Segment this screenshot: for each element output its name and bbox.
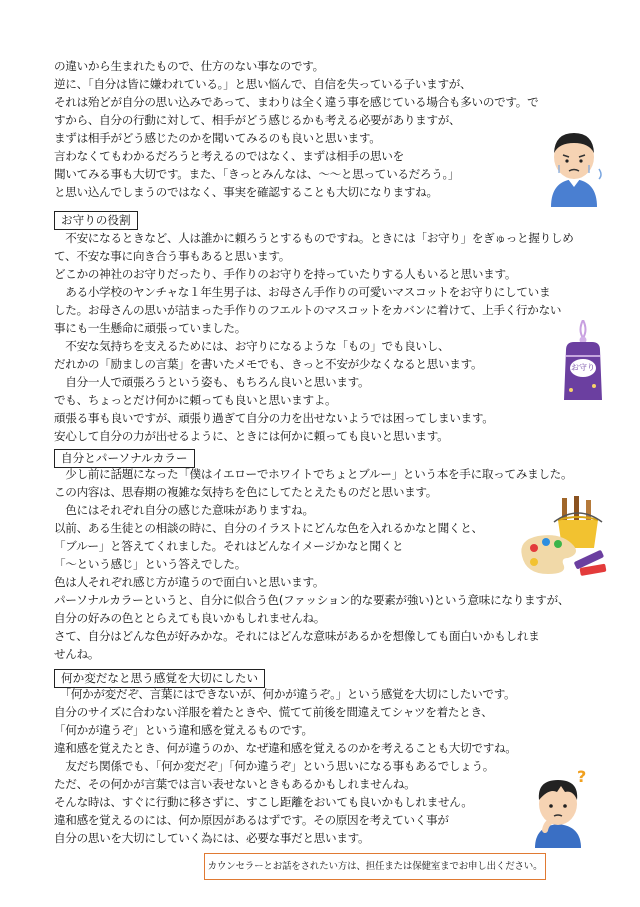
- section3-line: 自分のサイズに合わない洋服を着たときや、慌てて前後を間違えてシャツを着たとき、: [54, 705, 493, 719]
- section3-line: 「何かが違うぞ」という違和感を覚えるものです。: [54, 723, 313, 737]
- section3-line: 自分の思いを大切にしていく為には、必要な事だと思います。: [54, 831, 370, 845]
- intro-line: 聞いてみる事も大切です。また、「きっとみんなは、～～と思っているだろう。」: [54, 167, 460, 181]
- section2-line: 「ブルー」と答えてくれました。それはどんなイメージかなと聞くと: [54, 539, 404, 553]
- intro-line: と思い込んでしまうのではなく、事実を確認することも大切になりますね。: [54, 185, 438, 199]
- intro-line: すから、自分の行動に対して、相手がどう感じるかも考える必要がありますが、: [54, 113, 461, 127]
- section3-line: そんな時は、すぐに行動に移さずに、すこし距離をおいても良いかもしれません。: [54, 795, 473, 809]
- section1-line: 頑張る事も良いですが、頑張り過ぎて自分の力を出せないようでは困ってしまいます。: [54, 411, 494, 425]
- section1-line: した。お母さんの思いが詰まった手作りのフエルトのマスコットをカバンに着けて、上手く行かない: [54, 303, 562, 317]
- section2-line: 色は人それぞれ感じ方が違うので面白いと思います。: [54, 575, 325, 589]
- section2-line: 自分の好みの色ととらえても良いかもしれませんね。: [54, 611, 326, 625]
- intro-line: それは殆どが自分の思い込みであって、まわりは全く違う事を感じている場合も多いのです。で: [54, 95, 539, 109]
- svg-text:?: ?: [577, 768, 587, 786]
- omamori-charm-icon: [560, 320, 606, 404]
- section2-line: 「～という感じ」という答えでした。: [54, 557, 246, 571]
- section3-line: ただ、その何かが言葉では言い表せないときもあるかもしれませんね。: [54, 777, 416, 791]
- confused-boy-icon: [527, 768, 593, 848]
- section3-line: 違和感を覚えるのには、何か原因があるはずです。その原因を考えていく事が: [54, 813, 449, 827]
- intro-line: の違いから生まれたもので、仕方のない事なのです。: [54, 59, 324, 73]
- section1-line: 自分一人で頑張ろうという姿も、もちろん良いと思います。: [54, 375, 370, 389]
- counselor-contact-note: カウンセラーとお話をされたい方は、担任または保健室までお申し出ください。: [204, 853, 546, 880]
- section3-line: 「何かが変だぞ、言葉にはできないが、何かが違うぞ。」という感覚を大切にしたいです。: [54, 687, 516, 701]
- intro-line: 逆に、「自分は皆に嫌われている。」と思い悩んで、自信を失っている子いますが、: [54, 77, 472, 91]
- paint-bucket-palette-icon: [518, 496, 610, 582]
- section-heading: 自分とパーソナルカラー: [54, 449, 195, 468]
- section1-line: でも、ちょっとだけ何かに頼っても良いと思いますよ。: [54, 393, 337, 407]
- section2-line: この内容は、思春期の複雑な気持ちを色にしてたとえたものだと思います。: [54, 485, 438, 499]
- section1-line: 事にも一生懸命に頑張っていました。: [54, 321, 246, 335]
- section2-line: さて、自分はどんな色が好みかな。それにはどんな意味があるかを想像しても面白いかもしれま: [54, 629, 540, 643]
- intro-line: まずは相手がどう感じたのかを聞いてみるのも良いと思います。: [54, 131, 381, 145]
- section2-line: 色にはそれぞれ自分の感じた意味がありますね。: [54, 503, 314, 517]
- section1-line: 安心して自分の力が出せるように、ときには何かに頼っても良いと思います。: [54, 429, 449, 443]
- section1-line: 不安な気持ちを支えるためには、お守りになるような「もの」でも良いし、: [54, 339, 450, 353]
- charm-label: お守り: [571, 363, 595, 372]
- section-heading: 何か変だなと思う感覚を大切にしたい: [54, 669, 265, 688]
- section1-line: どこかの神社のお守りだったり、手作りのお守りを持っていたりする人もいると思います。: [54, 267, 517, 281]
- section2-line: 以前、ある生徒との相談の時に、自分のイラストにどんな色を入れるかなと聞くと、: [54, 521, 483, 535]
- section-heading: お守りの役割: [54, 211, 138, 230]
- worried-boy-icon: [543, 125, 605, 207]
- section1-line: ある小学校のヤンチャな１年生男子は、お母さん手作りの可愛いマスコットをお守りにしていま: [54, 285, 551, 299]
- section3-line: 友だち関係でも、「何か変だぞ」「何か違うぞ」という思いになる事もあるでしょう。: [54, 759, 495, 773]
- section1-line: だれかの「励ましの言葉」を書いたメモでも、きっと不安が少なくなると思います。: [54, 357, 483, 371]
- section1-line: て、不安な事に向き合う事もあると思います。: [54, 249, 291, 263]
- section2-line: せんね。: [54, 647, 100, 661]
- section3-line: 違和感を覚えたとき、何が違うのか、なぜ違和感を覚えるのかを考えることも大切ですね。: [54, 741, 517, 755]
- section2-line: パーソナルカラーというと、自分に似合う色(ファッション的な要素が強い)という意味になりますが、: [54, 593, 570, 607]
- section1-line: 不安になるときなど、人は誰かに頼ろうとするものですね。ときには「お守り」をぎゅっと握りしめ: [54, 231, 574, 245]
- intro-line: 言わなくてもわかるだろうと考えるのではなく、まずは相手の思いを: [54, 149, 404, 163]
- section2-line: 少し前に話題になった「僕はイエローでホワイトでちょとブルー」という本を手に取ってみました。: [54, 467, 573, 481]
